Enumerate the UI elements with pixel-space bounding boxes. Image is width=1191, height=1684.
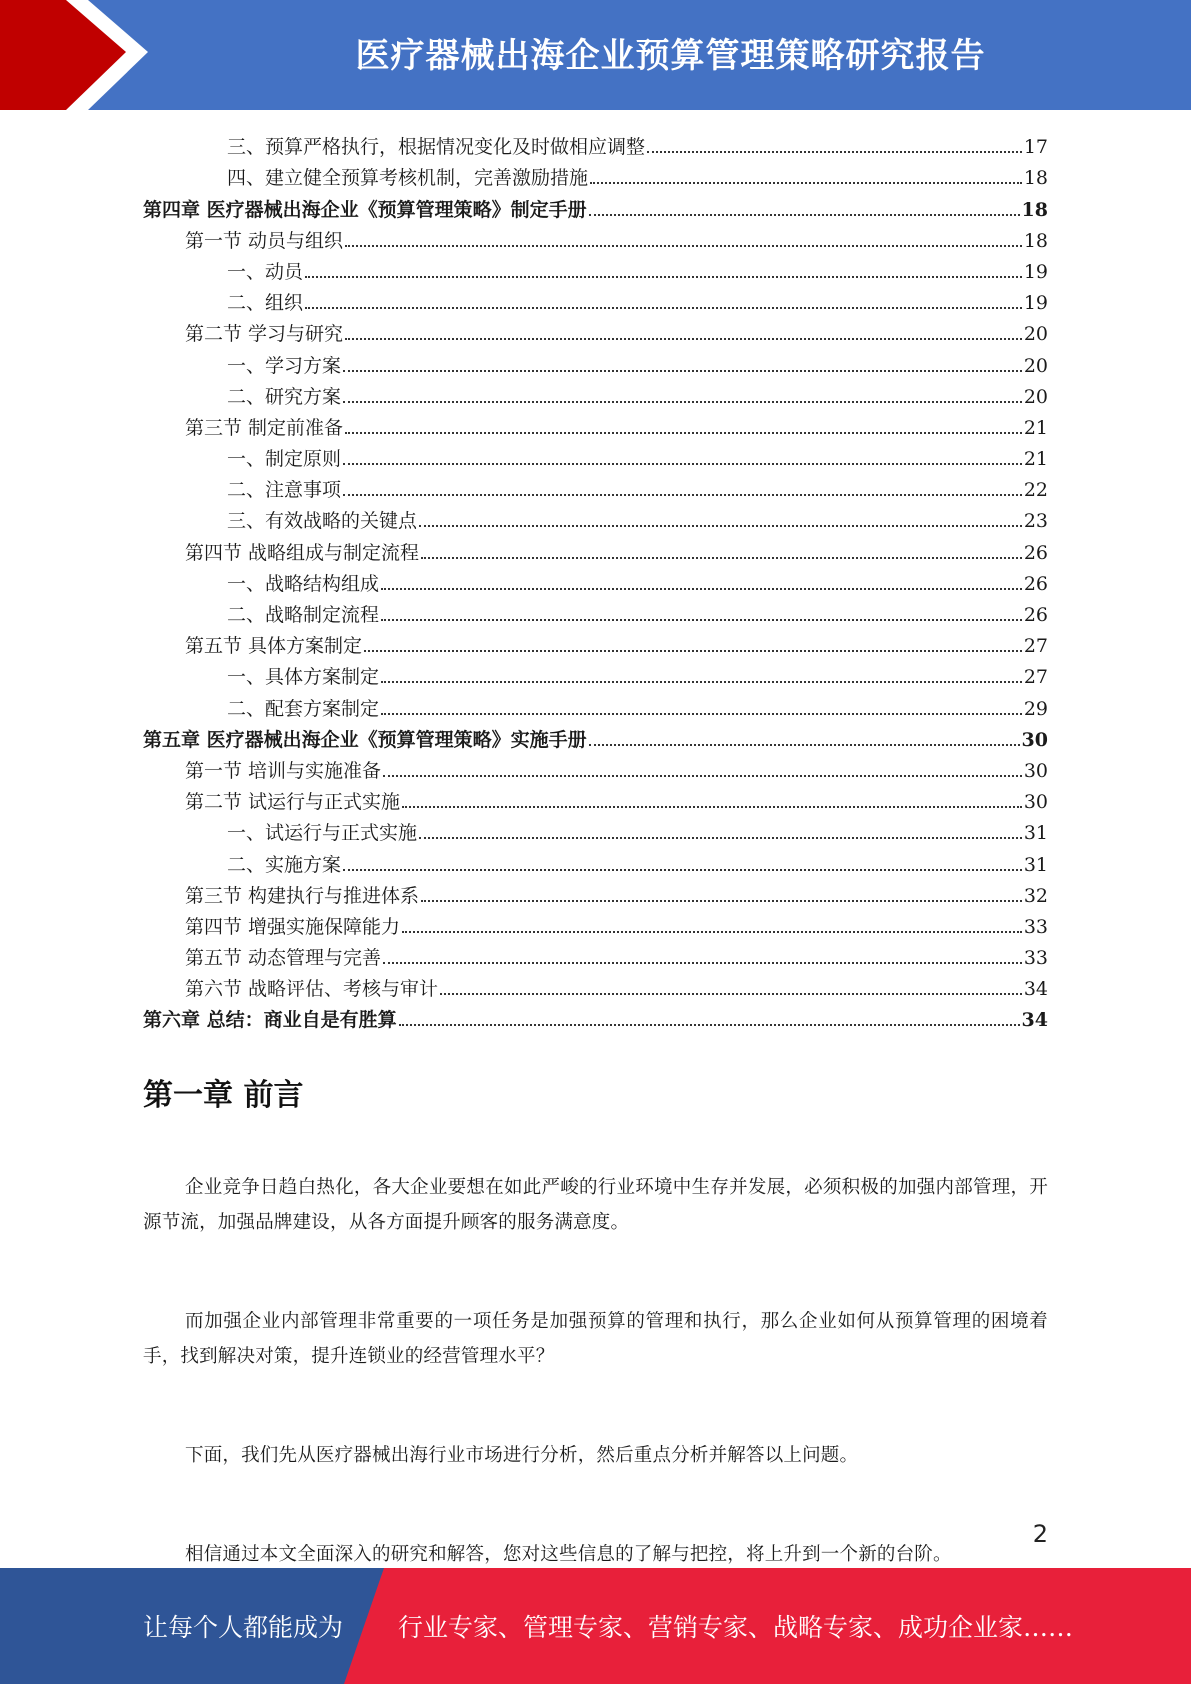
- toc-entry-page: 18: [1023, 167, 1048, 190]
- toc-entry-label: 一、具体方案制定: [227, 666, 380, 689]
- toc-entry-label: 第五节 动态管理与完善: [185, 947, 382, 970]
- footer-slogan-left: 让每个人都能成为: [143, 1613, 344, 1642]
- toc-leader-dots: [343, 463, 1022, 465]
- toc-leader-dots: [399, 1024, 1020, 1026]
- toc-leader-dots: [647, 151, 1022, 153]
- toc-leader-dots: [419, 525, 1022, 527]
- toc-entry-page: 34: [1023, 978, 1048, 1001]
- toc-leader-dots: [402, 931, 1022, 933]
- toc-entry-page: 31: [1023, 853, 1048, 876]
- toc-entry-label: 三、预算严格执行，根据情况变化及时做相应调整: [227, 136, 646, 159]
- body-paragraph: 下面，我们先从医疗器械出海行业市场进行分析，然后重点分析并解答以上问题。: [185, 1445, 859, 1466]
- toc-leader-dots: [343, 370, 1022, 372]
- toc-entry-page: 18: [1023, 229, 1048, 252]
- toc-entry[interactable]: [143, 596, 1048, 627]
- toc-entry-label: 二、战略制定流程: [227, 604, 380, 626]
- toc-entry-label: 第四章 医疗器械出海企业《预算管理策略》制定手册: [143, 198, 587, 221]
- toc-entry-label: 第二节 学习与研究: [185, 323, 344, 346]
- toc-entry-label: 第六节 战略评估、考核与审计: [185, 978, 439, 1001]
- toc-entry-page: 26: [1023, 572, 1048, 595]
- toc-entry[interactable]: [143, 845, 1048, 876]
- body-paragraph: 而加强企业内部管理非常重要的一项任务是加强预算的管理和执行，那么企业如何从预算管理的困境着手，找到解决对策，提升连锁业的经营管理水平？: [143, 1311, 1048, 1367]
- footer-banner: [0, 1568, 1191, 1684]
- toc-leader-dots: [343, 401, 1022, 403]
- toc-entry-page: 26: [1023, 604, 1048, 626]
- toc-entry-page: 19: [1023, 292, 1048, 315]
- toc-entry-label: 二、注意事项: [227, 479, 342, 502]
- header-title: 医疗器械出海企业预算管理策略研究报告: [355, 35, 986, 76]
- toc-entry[interactable]: [143, 222, 1048, 253]
- toc-leader-dots: [381, 713, 1022, 715]
- toc-entry-page: 32: [1023, 884, 1048, 907]
- toc-entry-label: 第一节 动员与组织: [185, 229, 344, 252]
- toc-entry[interactable]: [143, 658, 1048, 689]
- toc-entry-label: 一、学习方案: [227, 354, 342, 377]
- toc-entry-label: 四、建立健全预算考核机制，完善激励措施: [227, 167, 589, 190]
- toc-entry-page: 31: [1023, 822, 1048, 845]
- footer-slogan-right: 行业专家、管理专家、营销专家、战略专家、成功企业家……: [398, 1613, 1074, 1642]
- toc-leader-dots: [343, 869, 1022, 871]
- toc-entry[interactable]: [143, 284, 1048, 315]
- toc-entry-label: 一、试运行与正式实施: [227, 822, 418, 845]
- toc-leader-dots: [589, 744, 1020, 746]
- toc-entry-page: 30: [1023, 759, 1048, 782]
- toc-entry[interactable]: [143, 128, 1048, 159]
- toc-leader-dots: [589, 214, 1020, 216]
- toc-entry[interactable]: [143, 689, 1048, 720]
- toc-leader-dots: [590, 182, 1022, 184]
- toc-entry-page: 33: [1023, 947, 1048, 970]
- toc-leader-dots: [381, 588, 1022, 590]
- toc-leader-dots: [440, 993, 1022, 995]
- toc-entry-page: 29: [1023, 697, 1048, 720]
- toc-entry[interactable]: [143, 190, 1048, 221]
- toc-leader-dots: [383, 775, 1022, 777]
- toc-entry[interactable]: [143, 502, 1048, 533]
- toc-entry-page: 20: [1023, 323, 1048, 346]
- toc-entry[interactable]: [143, 721, 1048, 752]
- toc-entry-page: 33: [1023, 915, 1048, 938]
- toc-entry[interactable]: [143, 1001, 1048, 1032]
- toc-entry[interactable]: [143, 346, 1048, 377]
- toc-entry-page: 18: [1021, 198, 1048, 221]
- toc-leader-dots: [381, 681, 1022, 683]
- toc-entry-label: 第三节 构建执行与推进体系: [185, 884, 420, 907]
- header-banner: [0, 0, 1191, 110]
- toc-entry-label: 第三节 制定前准备: [185, 416, 344, 439]
- toc-entry-label: 第二节 试运行与正式实施: [185, 791, 401, 814]
- toc-entry[interactable]: [143, 471, 1048, 502]
- toc-entry-label: 一、动员: [227, 260, 304, 283]
- toc-leader-dots: [421, 557, 1022, 559]
- toc-entry[interactable]: [143, 752, 1048, 783]
- toc-entry[interactable]: [143, 378, 1048, 409]
- toc-entry-page: 27: [1023, 635, 1048, 658]
- toc-entry[interactable]: [143, 315, 1048, 346]
- toc-entry[interactable]: [143, 440, 1048, 471]
- toc-entry-label: 一、制定原则: [227, 448, 342, 471]
- toc-entry[interactable]: [143, 814, 1048, 845]
- toc-entry-label: 第一节 培训与实施准备: [185, 759, 382, 782]
- toc-entry-page: 20: [1023, 385, 1048, 408]
- toc-entry-page: 27: [1023, 666, 1048, 689]
- toc-leader-dots: [345, 245, 1022, 247]
- page-number: 2: [1032, 1520, 1048, 1548]
- toc-entry-label: 第六章 总结：商业自是有胜算: [143, 1009, 397, 1032]
- toc-entry-page: 30: [1021, 728, 1048, 751]
- toc-entry-page: 34: [1021, 1009, 1048, 1032]
- body-paragraph: 企业竞争日趋白热化，各大企业要想在如此严峻的行业环境中生存并发展，必须积极的加强内部管理，开源节流，加强品牌建设，从各方面提升顾客的服务满意度。: [143, 1177, 1048, 1233]
- toc-entry-label: 一、战略结构组成: [227, 572, 380, 595]
- toc-entry[interactable]: [143, 877, 1048, 908]
- toc-leader-dots: [345, 432, 1022, 434]
- toc-leader-dots: [381, 619, 1022, 621]
- toc-entry[interactable]: [143, 627, 1048, 658]
- toc-entry-page: 30: [1023, 791, 1048, 814]
- toc-entry[interactable]: [143, 253, 1048, 284]
- toc-entry-label: 第五节 具体方案制定: [185, 635, 363, 658]
- toc-leader-dots: [383, 962, 1022, 964]
- toc-entry-page: 19: [1023, 260, 1048, 283]
- toc-entry[interactable]: [143, 565, 1048, 596]
- toc-entry-label: 二、实施方案: [227, 853, 342, 876]
- chapter-body: [143, 1170, 1048, 1636]
- toc-entry-label: 二、研究方案: [227, 385, 342, 408]
- toc-entry-label: 第四节 战略组成与制定流程: [185, 541, 420, 564]
- table-of-contents: [143, 128, 1048, 1032]
- toc-leader-dots: [345, 338, 1022, 340]
- toc-entry-label: 第五章 医疗器械出海企业《预算管理策略》实施手册: [143, 728, 587, 751]
- toc-entry-label: 三、有效战略的关键点: [227, 510, 418, 533]
- toc-entry-page: 22: [1023, 479, 1048, 502]
- toc-entry-page: 20: [1023, 354, 1048, 377]
- toc-entry-page: 26: [1023, 541, 1048, 564]
- toc-leader-dots: [421, 900, 1022, 902]
- toc-leader-dots: [402, 806, 1022, 808]
- chapter-title: 第一章 前言: [143, 1078, 304, 1113]
- toc-leader-dots: [305, 307, 1022, 309]
- toc-entry[interactable]: [143, 409, 1048, 440]
- header-arrow-icon: [0, 0, 160, 110]
- toc-entry-label: 二、组织: [227, 292, 304, 315]
- toc-entry[interactable]: [143, 908, 1048, 939]
- body-paragraph: 相信通过本文全面深入的研究和解答，您对这些信息的了解与把控，将上升到一个新的台阶。: [185, 1544, 952, 1565]
- toc-leader-dots: [305, 276, 1022, 278]
- toc-entry-label: 第四节 增强实施保障能力: [185, 915, 401, 938]
- toc-leader-dots: [364, 650, 1022, 652]
- toc-entry[interactable]: [143, 533, 1048, 564]
- toc-entry-page: 23: [1023, 510, 1048, 533]
- toc-leader-dots: [419, 837, 1022, 839]
- toc-entry[interactable]: [143, 970, 1048, 1001]
- toc-entry[interactable]: [143, 783, 1048, 814]
- toc-entry[interactable]: [143, 159, 1048, 190]
- toc-entry-page: 17: [1023, 136, 1048, 159]
- toc-entry-label: 二、配套方案制定: [227, 697, 380, 720]
- toc-entry-page: 21: [1023, 448, 1048, 471]
- toc-entry-page: 21: [1023, 416, 1048, 439]
- toc-entry[interactable]: [143, 939, 1048, 970]
- toc-leader-dots: [343, 494, 1022, 496]
